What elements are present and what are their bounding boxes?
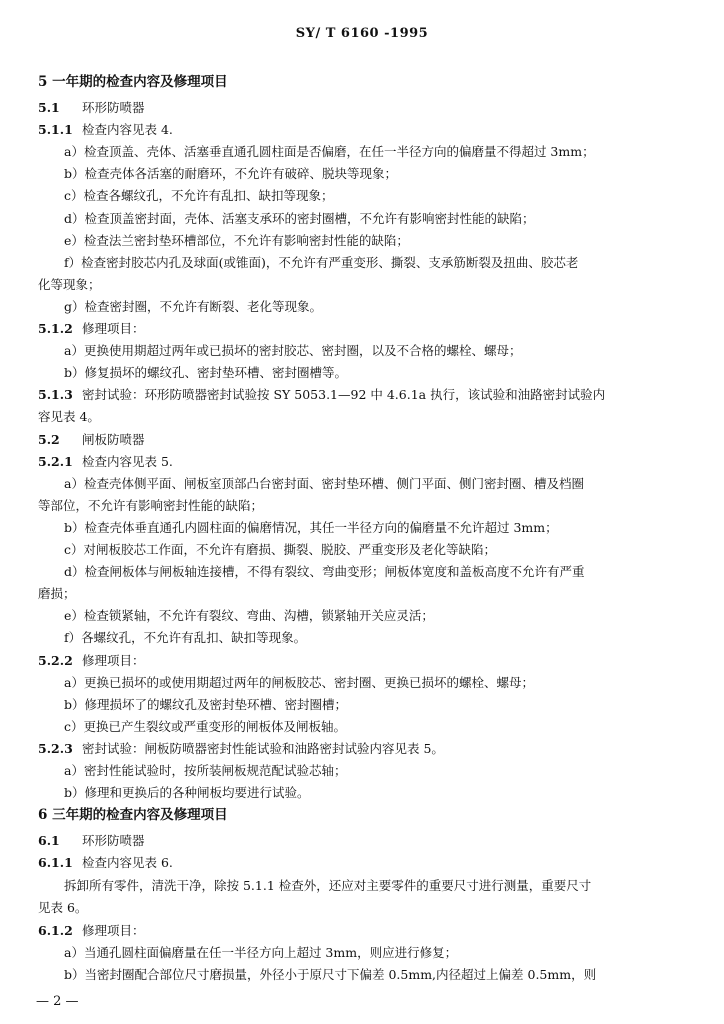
clause-text: c）检查各螺纹孔，不允许有乱扣、缺扣等现象； [64,188,334,204]
text-line [64,628,306,648]
clause-text: g）检查密封圈，不允许有断裂、老化等现象。 [64,298,323,314]
text-line [64,142,595,162]
clause-text: 闸板防喷器 [82,431,145,447]
clause-text: 等部位，不允许有影响密封性能的缺陷； [38,497,264,513]
page-number: — 2 — [36,994,79,1009]
text-line [64,673,534,693]
text-line [64,606,434,626]
text-line [38,430,145,450]
clause-text: 密封试验：闸板防喷器密封性能试验和油路密封试验内容见表 5。 [82,740,444,756]
clause-text: b）检查壳体垂直通孔内圆柱面的偏磨情况，其任一半径方向的偏磨量不允许超过 3mm； [64,519,558,535]
text-line [38,921,145,941]
text-line [64,474,584,494]
section-5-title: 5 一年期的检查内容及修理项目 [38,74,228,90]
clause-text: b）修理和更换后的各种闸板均要进行试验。 [64,785,310,801]
clause-text: 磨损； [38,586,76,602]
text-line [38,452,173,472]
clause-number: 5.2 [38,431,60,447]
clause-text: b）当密封圈配合部位尺寸磨损量，外径小于原尺寸下偏差 0.5mm,内径超过上偏差 0.5mm，则 [64,967,597,983]
clause-text: 化等现象； [38,276,101,292]
clause-number: 6.1 [38,833,60,848]
text-line [38,584,76,604]
text-line [64,253,578,273]
clause-text: c）更换已产生裂纹或严重变形的闸板体及闸板轴。 [64,718,347,734]
clause-text: b）修理损坏了的螺纹孔及密封垫环槽、密封圈槽； [64,696,348,712]
clause-text: e）检查法兰密封垫环槽部位，不允许有影响密封性能的缺陷； [64,232,409,248]
text-line [64,943,457,963]
text-line [38,831,145,851]
text-line [38,496,263,516]
clause-text: 拆卸所有零件，清洗干净，除按 5.1.1 检查外，还应对主要零件的重要尺寸进行测量，重要尺寸 [64,877,592,893]
clause-text: 检查内容见表 5. [82,453,173,469]
clause-text: a）更换使用期超过两年或已损坏的密封胶芯、密封圈，以及不合格的螺栓、螺母； [64,343,522,359]
clause-number: 5.1.3 [38,387,73,403]
clause-text: b）检查壳体各活塞的耐磨环，不允许有破碎、脱块等现象； [64,166,398,182]
text-line [64,783,310,803]
clause-text: d）检查闸板体与闸板轴连接槽，不得有裂纹、弯曲变形；闸板体宽度和盖板高度不允许有严重 [64,564,585,580]
text-line [38,739,444,759]
clause-text: 修理项目： [82,321,145,336]
page-header: SY/ T 6160 -1995 [295,26,429,41]
clause-text: f）检查密封胶芯内孔及球面(或锥面)，不允许有严重变形、撕裂、支承筋断裂及扭曲、胶芯老 [64,254,579,270]
clause-text: 修理项目： [82,652,145,668]
text-line [64,695,347,715]
text-line [64,562,585,582]
clause-number: 5.1.2 [38,321,73,336]
clause-text: b）修复损坏的螺纹孔、密封垫环槽、密封圈槽等。 [64,365,348,381]
text-line [38,853,173,873]
clause-text: 容见表 4。 [38,409,100,425]
clause-text: 密封试验：环形防喷器密封试验按 SY 5053.1—92 中 4.6.1a 执行，该试验和油路密封试验内 [82,387,606,403]
text-line [38,385,605,405]
text-line [64,186,334,206]
text-line [38,898,87,918]
clause-text: e）检查锁紧轴，不允许有裂纹、弯曲、沟槽，锁紧轴开关应灵活； [64,608,434,624]
clause-text: 检查内容见表 4. [82,122,173,138]
clause-number: 5.2.2 [38,652,73,668]
section-6-title: 6 三年期的检查内容及修理项目 [38,807,228,823]
text-line [38,120,173,140]
text-line [38,651,145,671]
clause-text: 见表 6。 [38,900,88,916]
text-line [38,319,145,339]
clause-text: a）检查壳体侧平面、闸板室顶部凸台密封面、密封垫环槽、侧门平面、侧门密封圈、槽及档圈 [64,475,584,491]
clause-text: 修理项目： [82,922,145,938]
clause-text: a）密封性能试验时，按所装闸板规范配试验芯轴； [64,763,347,778]
text-line [64,297,322,317]
clause-text: 检查内容见表 6. [82,855,173,871]
text-line [64,717,346,737]
clause-number: 5.2.1 [38,453,73,469]
clause-text: 环形防喷器 [82,833,145,848]
text-line [64,231,409,251]
text-line [64,209,535,229]
clause-text: d）检查顶盖密封面，壳体、活塞支承环的密封圈槽，不允许有影响密封性能的缺陷； [64,210,535,226]
clause-text: f）各螺纹孔，不允许有乱扣、缺扣等现象。 [64,630,307,646]
text-line [64,965,596,985]
clause-text: 环形防喷器 [82,100,145,115]
text-line [64,761,346,781]
text-line [64,341,521,361]
clause-number: 5.2.3 [38,740,73,756]
text-line [64,518,558,538]
clause-number: 5.1.1 [38,122,73,138]
clause-number: 6.1.1 [38,855,73,871]
text-line [38,98,145,118]
clause-text: c）对闸板胶芯工作面，不允许有磨损、撕裂、脱胶、严重变形及老化等缺陷； [64,542,497,557]
clause-text: a）更换已损坏的或使用期超过两年的闸板胶芯、密封圈、更换已损坏的螺栓、螺母； [64,674,534,690]
text-line [64,363,347,383]
text-line [64,164,397,184]
clause-text: a）当通孔圆柱面偏磨量在任一半径方向上超过 3mm，则应进行修复； [64,945,458,960]
clause-number: 6.1.2 [38,922,73,938]
text-line [64,540,496,560]
clause-number: 5.1 [38,100,60,115]
clause-text: a）检查顶盖、壳体、活塞垂直通孔圆柱面是否偏磨，在任一半径方向的偏磨量不得超过 3mm； [64,144,595,160]
text-line [38,407,100,427]
text-line [38,275,101,295]
text-line [64,876,591,896]
